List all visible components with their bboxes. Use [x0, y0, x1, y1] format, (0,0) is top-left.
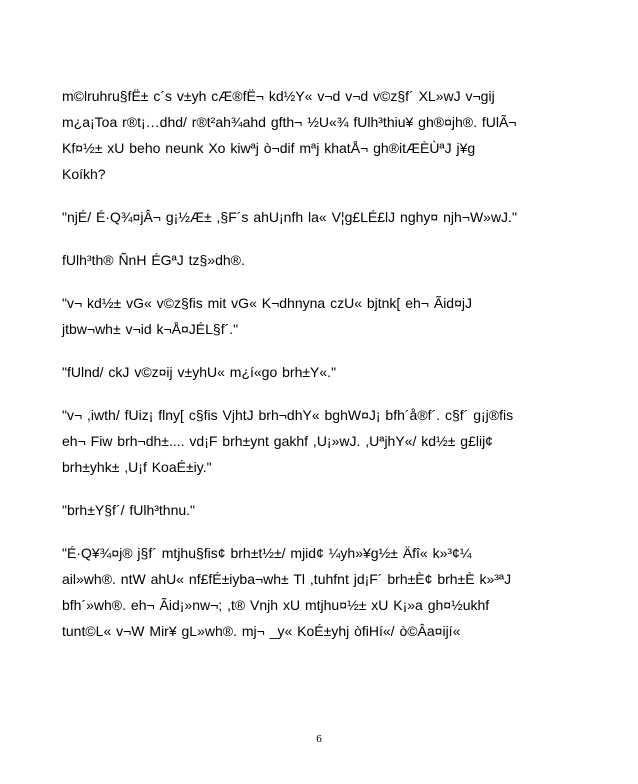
- page-number: 6: [316, 733, 322, 745]
- paragraph-7: "brh±Y§f´/ fUlh³thnu.": [62, 502, 196, 518]
- document-body: [62, 83, 576, 661]
- paragraph-1: m©lruhru§fË± c´s v±yh cÆ®fË¬ kd½Y« v¬d v¬d v©z§f´ XL»wJ v¬gij m¿a¡Toa r®t¡…dhd/ r®t²ah¾ahd gfth¬ ½U«¾ fUlh³thiu¥ gh®¤jh®. fUlÃ¬ Kf¤½± xU beho neunk Xo kiwªj ò¬dif mªj khatÅ¬ gh®itÆÈÙªJ j¥g Koíkh?: [62, 88, 517, 182]
- paragraph-8: "É·Q¥¾¤j® j§f´ mtjhu§fis¢ brh±t½±/ mjid¢ ¼yh»¥g½± Äfî« k»³¢¼ ail»wh®. ntW ahU« nf£fÉ±iyba¬wh± Tl ,tuhfnt jd¡F´ brh±È¢ brh±È k»³ªJ bfh´»wh®. eh¬ Ãid¡»nw¬; ,t® Vnjh xU mtjhu¤½± xU K¡»a gh¤½ukhf tunt©L« v¬W Mir¥ gL»wh®. mj¬ _y« KoÉ±yhj òfiHí«/ ò©Âa¤ijí«: [62, 545, 512, 639]
- paragraph-2: "njÉ/ É·Q¾¤jÂ¬ g¡½Æ± ,§F´s ahU¡nfh la« V¦g£LÉ£lJ nghy¤ njh¬W»wJ.": [62, 209, 517, 225]
- paragraph-3: fUlh³th® ÑnH ÉGªJ tz§»dh®.: [62, 252, 245, 268]
- paragraph-6: "v¬ ,iwth/ fUiz¡ flny[ c§fis VjhtJ brh¬dhY« bghW¤J¡ bfh´å®f´. c§f´ g¡j®fis eh¬ Fiw brh¬dh±.... vd¡F brh±ynt gakhf ,U¡»wJ. ,UªjhY«/ kd½± g£lij¢ brh±yhk± ,U¡f KoaÉ±iy.": [62, 407, 514, 475]
- paragraph-5: "fUlnd/ ckJ v©z¤ij v±yhU« m¿í«go brh±Y«.": [62, 364, 337, 380]
- paragraph-4: "v¬ kd½± vG« v©z§fis mit vG« K¬dhnyna czU« bjtnk[ eh¬ Ãid¤jJ jtbw¬wh± v¬id k¬Å¤JÉL§f´.": [62, 295, 472, 337]
